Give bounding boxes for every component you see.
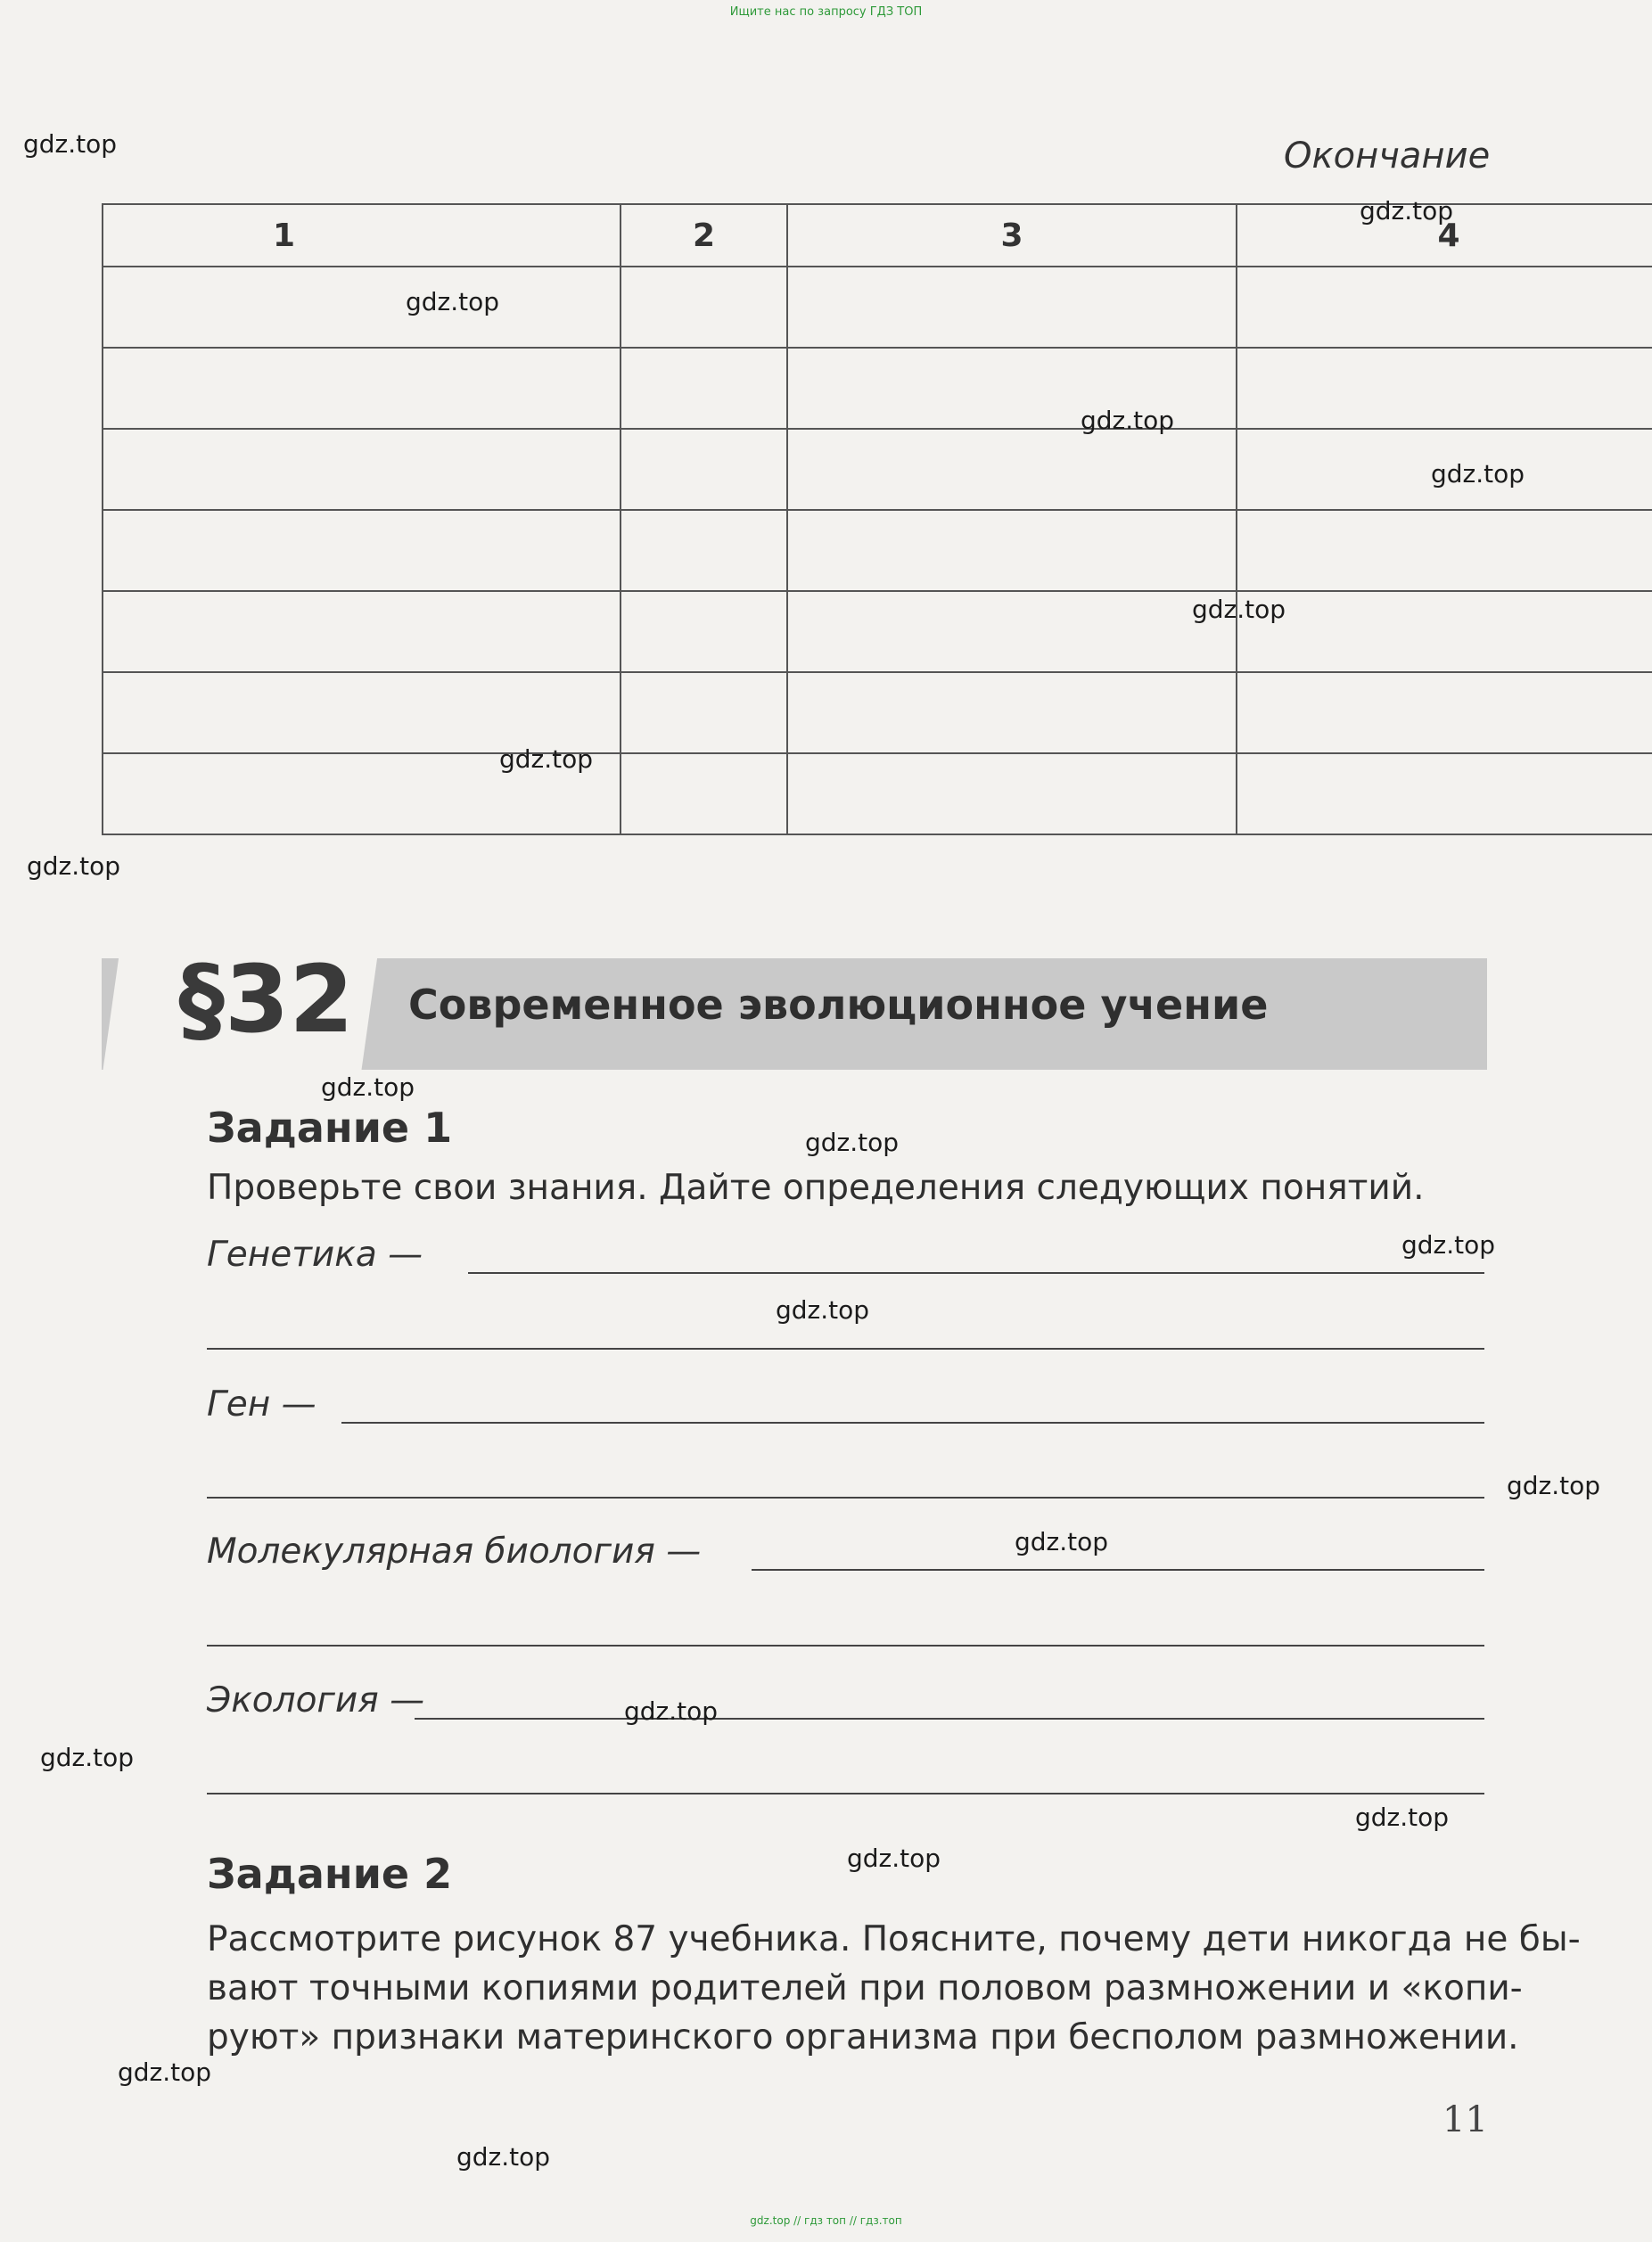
- table-cell[interactable]: [621, 672, 787, 753]
- watermark: gdz.top: [1431, 459, 1525, 489]
- table-cell[interactable]: [103, 591, 621, 672]
- table-cell[interactable]: [787, 672, 1237, 753]
- table-cell[interactable]: [621, 267, 787, 348]
- table-cell[interactable]: [103, 267, 621, 348]
- table-cell[interactable]: [787, 510, 1237, 591]
- answer-line[interactable]: [341, 1422, 1484, 1424]
- watermark: gdz.top: [40, 1743, 135, 1772]
- table-row: [103, 429, 1652, 510]
- watermark: gdz.top: [1192, 595, 1286, 624]
- bottom-banner: gdz.top // гдз топ // гдз.топ: [750, 2214, 902, 2227]
- watermark: gdz.top: [27, 851, 121, 881]
- term-ecology: Экология —: [207, 1680, 425, 1721]
- table-cell[interactable]: [1237, 591, 1652, 672]
- top-banner: Ищите нас по запросу ГДЗ ТОП: [729, 5, 923, 19]
- watermark: gdz.top: [776, 1295, 870, 1325]
- table-cell[interactable]: [103, 672, 621, 753]
- answer-line[interactable]: [468, 1272, 1484, 1274]
- table-cell[interactable]: [787, 591, 1237, 672]
- table-cell[interactable]: [1237, 510, 1652, 591]
- watermark: gdz.top: [406, 287, 500, 316]
- table-cell[interactable]: [621, 510, 787, 591]
- table-row: [103, 672, 1652, 753]
- table-cell[interactable]: [1237, 267, 1652, 348]
- answer-line[interactable]: [207, 1793, 1484, 1794]
- table-row: [103, 753, 1652, 834]
- page-number: 11: [1442, 2099, 1488, 2140]
- table-cell[interactable]: [621, 429, 787, 510]
- table-header-4: 4: [1237, 204, 1652, 267]
- watermark: gdz.top: [118, 2057, 212, 2087]
- section-title: Современное эволюционное учение: [408, 981, 1269, 1029]
- answer-line[interactable]: [415, 1718, 1484, 1720]
- table-cell[interactable]: [103, 510, 621, 591]
- table-cell[interactable]: [787, 753, 1237, 834]
- answer-line[interactable]: [207, 1348, 1484, 1350]
- answer-line[interactable]: [207, 1645, 1484, 1647]
- task2-text-line-3: руют» признаки материнского организма при бесполом размножении.: [207, 2017, 1519, 2057]
- watermark: gdz.top: [1081, 406, 1175, 435]
- watermark: gdz.top: [456, 2142, 551, 2172]
- watermark: gdz.top: [1355, 1803, 1450, 1832]
- continuation-label: Окончание: [1284, 136, 1491, 177]
- watermark: gdz.top: [624, 1696, 719, 1726]
- task1-heading: Задание 1: [207, 1104, 453, 1152]
- watermark: gdz.top: [1360, 196, 1454, 226]
- watermark: gdz.top: [499, 744, 594, 774]
- watermark: gdz.top: [23, 129, 118, 159]
- table-row: [103, 591, 1652, 672]
- task2-text-line-2: вают точными копиями родителей при половом размножении и «копи-: [207, 1968, 1523, 2008]
- table-cell[interactable]: [787, 429, 1237, 510]
- watermark: gdz.top: [847, 1844, 941, 1873]
- table-cell[interactable]: [1237, 672, 1652, 753]
- table-cell[interactable]: [621, 348, 787, 429]
- table-row: [103, 348, 1652, 429]
- table-row: [103, 510, 1652, 591]
- table-cell[interactable]: [103, 348, 621, 429]
- section-number: §32: [178, 945, 354, 1054]
- task2-heading: Задание 2: [207, 1850, 453, 1898]
- table-row: [103, 267, 1652, 348]
- answer-table: [102, 203, 1652, 835]
- task1-instruction: Проверьте свои знания. Дайте определения следующих понятий.: [207, 1168, 1425, 1208]
- table-header-1: 1: [103, 204, 621, 267]
- table-header-2: 2: [621, 204, 787, 267]
- watermark: gdz.top: [1015, 1527, 1109, 1556]
- answer-line[interactable]: [207, 1497, 1484, 1499]
- table-cell[interactable]: [1237, 348, 1652, 429]
- watermark: gdz.top: [805, 1128, 900, 1157]
- task2-text-line-1: Рассмотрите рисунок 87 учебника. Поясните, почему дети никогда не бы-: [207, 1919, 1581, 1959]
- table-cell[interactable]: [621, 753, 787, 834]
- watermark: gdz.top: [1507, 1471, 1601, 1500]
- table-cell[interactable]: [103, 429, 621, 510]
- table-cell[interactable]: [1237, 753, 1652, 834]
- table-header-3: 3: [787, 204, 1237, 267]
- term-gene: Ген —: [207, 1384, 316, 1425]
- watermark: gdz.top: [321, 1072, 415, 1102]
- table-cell[interactable]: [787, 267, 1237, 348]
- term-molecular-biology: Молекулярная биология —: [207, 1532, 702, 1572]
- answer-line[interactable]: [752, 1569, 1484, 1571]
- table-cell[interactable]: [621, 591, 787, 672]
- watermark: gdz.top: [1401, 1230, 1496, 1260]
- term-genetics: Генетика —: [207, 1235, 423, 1275]
